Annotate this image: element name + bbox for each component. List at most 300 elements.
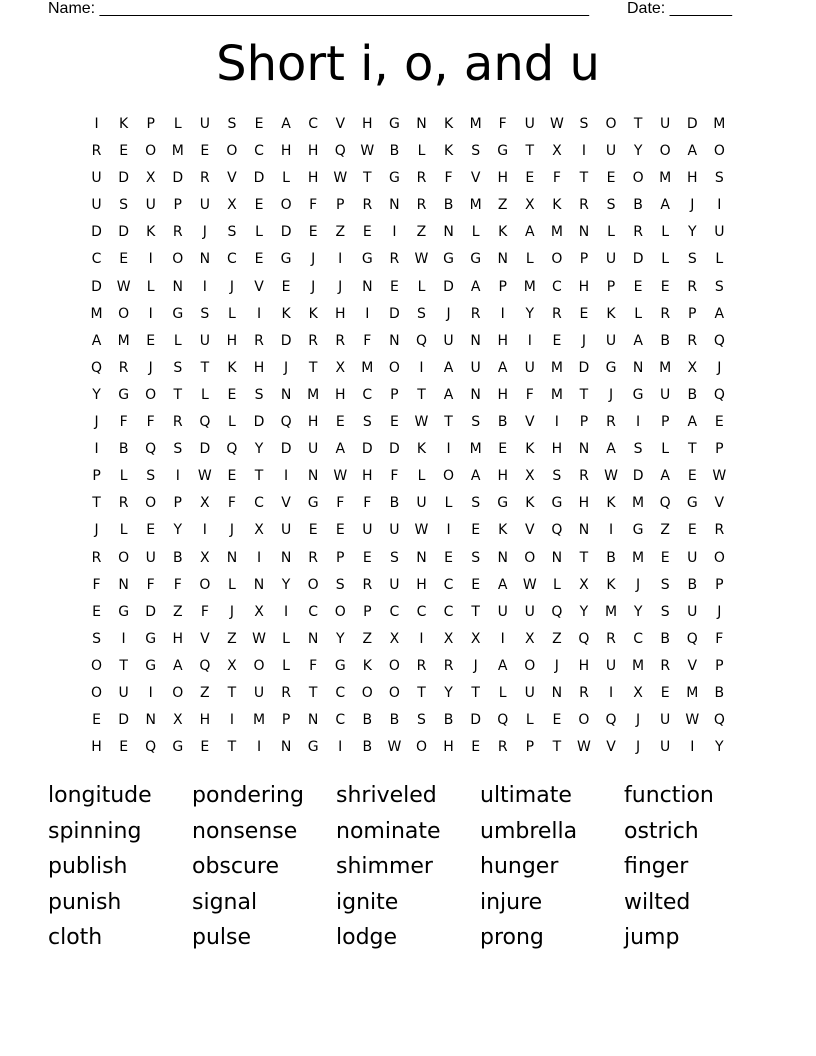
grid-letter[interactable]: T: [200, 359, 210, 376]
grid-letter[interactable]: G: [172, 305, 184, 322]
grid-letter[interactable]: A: [172, 657, 183, 674]
grid-letter[interactable]: S: [254, 386, 264, 403]
grid-letter[interactable]: R: [552, 305, 562, 322]
grid-letter[interactable]: C: [254, 143, 264, 160]
grid-letter[interactable]: U: [687, 603, 698, 620]
grid-letter[interactable]: U: [199, 332, 210, 349]
grid-letter[interactable]: U: [199, 197, 210, 214]
grid-letter[interactable]: S: [552, 468, 562, 485]
grid-letter[interactable]: E: [92, 712, 101, 729]
grid-letter[interactable]: S: [660, 603, 670, 620]
grid-letter[interactable]: N: [307, 630, 319, 647]
grid-letter[interactable]: L: [119, 468, 128, 485]
grid-letter[interactable]: G: [632, 386, 644, 403]
grid-letter[interactable]: Y: [92, 386, 101, 403]
grid-letter[interactable]: K: [362, 657, 372, 674]
grid-letter[interactable]: E: [146, 332, 156, 349]
grid-letter[interactable]: D: [632, 251, 644, 268]
grid-letter[interactable]: S: [687, 251, 697, 268]
grid-letter[interactable]: S: [471, 549, 481, 566]
grid-letter[interactable]: R: [91, 549, 102, 566]
grid-letter[interactable]: D: [118, 224, 129, 241]
grid-letter[interactable]: A: [660, 468, 670, 485]
grid-letter[interactable]: A: [497, 576, 508, 593]
grid-letter[interactable]: G: [632, 522, 644, 539]
grid-letter[interactable]: Z: [552, 630, 562, 647]
grid-letter[interactable]: R: [389, 251, 400, 268]
grid-letter[interactable]: W: [522, 576, 537, 593]
grid-letter[interactable]: A: [470, 278, 481, 295]
grid-letter[interactable]: R: [308, 332, 319, 349]
grid-letter[interactable]: O: [388, 684, 400, 701]
grid-letter[interactable]: K: [525, 441, 535, 458]
grid-letter[interactable]: Z: [497, 197, 508, 214]
grid-letter[interactable]: M: [632, 495, 645, 512]
grid-letter[interactable]: M: [90, 305, 103, 322]
grid-letter[interactable]: W: [414, 414, 429, 431]
grid-letter[interactable]: R: [199, 170, 210, 187]
grid-letter[interactable]: J: [229, 278, 234, 295]
grid-letter[interactable]: O: [415, 739, 427, 756]
grid-letter[interactable]: E: [335, 414, 345, 431]
grid-letter[interactable]: T: [579, 386, 589, 403]
grid-letter[interactable]: B: [660, 332, 670, 349]
grid-letter[interactable]: Q: [605, 712, 617, 729]
grid-letter[interactable]: E: [687, 522, 697, 539]
grid-letter[interactable]: G: [118, 603, 130, 620]
grid-letter[interactable]: T: [92, 495, 101, 512]
grid-letter[interactable]: E: [498, 441, 508, 458]
grid-letter[interactable]: I: [446, 441, 451, 458]
grid-letter[interactable]: T: [308, 684, 318, 701]
grid-letter[interactable]: B: [443, 197, 454, 214]
grid-letter[interactable]: O: [199, 576, 211, 593]
grid-letter[interactable]: R: [118, 495, 129, 512]
grid-letter[interactable]: O: [551, 251, 563, 268]
grid-letter[interactable]: Q: [226, 441, 238, 458]
grid-letter[interactable]: O: [226, 143, 238, 160]
grid-letter[interactable]: W: [712, 468, 727, 485]
grid-letter[interactable]: V: [335, 116, 346, 132]
grid-letter[interactable]: E: [389, 414, 399, 431]
grid-letter[interactable]: X: [227, 657, 237, 674]
grid-letter[interactable]: W: [333, 170, 348, 187]
grid-letter[interactable]: I: [148, 684, 153, 701]
grid-letter[interactable]: T: [417, 684, 426, 701]
grid-letter[interactable]: K: [119, 116, 129, 132]
grid-letter[interactable]: M: [632, 657, 645, 674]
grid-letter[interactable]: M: [117, 332, 130, 349]
grid-letter[interactable]: S: [417, 305, 426, 322]
grid-letter[interactable]: O: [172, 251, 184, 268]
grid-letter[interactable]: I: [175, 468, 180, 485]
grid-letter[interactable]: D: [389, 441, 400, 458]
grid-letter[interactable]: N: [253, 576, 265, 593]
grid-letter[interactable]: G: [605, 359, 617, 376]
grid-letter[interactable]: E: [552, 332, 562, 349]
grid-letter[interactable]: N: [551, 549, 563, 566]
grid-letter[interactable]: I: [256, 305, 262, 322]
grid-letter[interactable]: O: [524, 549, 536, 566]
grid-letter[interactable]: Q: [280, 414, 292, 431]
grid-letter[interactable]: I: [202, 522, 207, 539]
grid-letter[interactable]: O: [145, 386, 157, 403]
grid-letter[interactable]: U: [145, 197, 156, 214]
grid-letter[interactable]: A: [525, 224, 535, 241]
grid-letter[interactable]: G: [551, 495, 563, 512]
grid-letter[interactable]: G: [470, 251, 482, 268]
grid-letter[interactable]: D: [91, 224, 102, 241]
grid-letter[interactable]: T: [173, 386, 183, 403]
grid-letter[interactable]: J: [717, 359, 722, 376]
grid-letter[interactable]: V: [227, 170, 237, 187]
grid-letter[interactable]: R: [497, 739, 508, 756]
grid-letter[interactable]: Q: [91, 359, 103, 376]
grid-letter[interactable]: H: [307, 414, 319, 431]
grid-letter[interactable]: H: [686, 170, 698, 187]
grid-letter[interactable]: I: [202, 278, 207, 295]
grid-letter[interactable]: L: [417, 278, 426, 295]
grid-letter[interactable]: P: [579, 414, 589, 431]
grid-letter[interactable]: U: [660, 386, 671, 403]
grid-letter[interactable]: D: [632, 468, 644, 485]
grid-letter[interactable]: F: [92, 576, 101, 593]
grid-letter[interactable]: J: [636, 712, 641, 729]
grid-letter[interactable]: P: [498, 278, 507, 295]
grid-letter[interactable]: F: [552, 170, 561, 187]
grid-letter[interactable]: Q: [713, 712, 725, 729]
grid-letter[interactable]: B: [497, 414, 508, 431]
grid-letter[interactable]: R: [579, 468, 589, 485]
grid-letter[interactable]: H: [443, 739, 454, 756]
grid-letter[interactable]: S: [146, 468, 156, 485]
grid-letter[interactable]: S: [660, 576, 670, 593]
grid-letter[interactable]: R: [172, 224, 183, 241]
grid-letter[interactable]: J: [636, 576, 641, 593]
grid-letter[interactable]: W: [252, 630, 266, 647]
grid-letter[interactable]: O: [605, 116, 617, 132]
grid-letter[interactable]: T: [363, 170, 372, 187]
grid-letter[interactable]: E: [200, 739, 210, 756]
grid-letter[interactable]: S: [227, 116, 237, 132]
grid-letter[interactable]: O: [713, 549, 725, 566]
grid-letter[interactable]: Y: [281, 576, 291, 593]
grid-letter[interactable]: A: [443, 359, 454, 376]
grid-letter[interactable]: O: [334, 603, 346, 620]
grid-letter[interactable]: H: [497, 468, 508, 485]
grid-letter[interactable]: T: [227, 684, 237, 701]
grid-letter[interactable]: Q: [578, 630, 590, 647]
grid-letter[interactable]: T: [552, 739, 562, 756]
grid-letter[interactable]: L: [228, 576, 236, 593]
grid-letter[interactable]: M: [686, 684, 699, 701]
grid-letter[interactable]: L: [444, 495, 453, 512]
grid-letter[interactable]: O: [713, 143, 725, 160]
grid-letter[interactable]: Z: [416, 224, 427, 241]
grid-letter[interactable]: G: [686, 495, 698, 512]
grid-letter[interactable]: R: [687, 332, 698, 349]
grid-letter[interactable]: X: [200, 495, 210, 512]
grid-letter[interactable]: E: [579, 305, 589, 322]
grid-letter[interactable]: G: [388, 116, 400, 132]
grid-letter[interactable]: E: [606, 170, 616, 187]
grid-letter[interactable]: R: [606, 414, 616, 431]
grid-letter[interactable]: I: [500, 630, 505, 647]
grid-letter[interactable]: X: [633, 684, 643, 701]
grid-letter[interactable]: U: [253, 684, 265, 701]
grid-letter[interactable]: Q: [145, 441, 157, 458]
grid-letter[interactable]: C: [308, 116, 319, 132]
grid-letter[interactable]: H: [416, 576, 427, 593]
grid-letter[interactable]: T: [254, 468, 264, 485]
grid-letter[interactable]: W: [197, 468, 212, 485]
grid-letter[interactable]: S: [714, 278, 724, 295]
grid-letter[interactable]: E: [227, 468, 237, 485]
grid-letter[interactable]: S: [606, 197, 616, 214]
grid-letter[interactable]: R: [714, 522, 725, 539]
grid-letter[interactable]: A: [335, 441, 346, 458]
grid-letter[interactable]: U: [91, 170, 102, 187]
grid-letter[interactable]: H: [551, 441, 563, 458]
grid-letter[interactable]: F: [363, 495, 372, 512]
grid-letter[interactable]: R: [416, 657, 427, 674]
grid-letter[interactable]: D: [470, 712, 482, 729]
grid-letter[interactable]: I: [419, 630, 424, 647]
grid-letter[interactable]: I: [338, 739, 343, 756]
grid-letter[interactable]: J: [473, 657, 478, 674]
grid-letter[interactable]: L: [661, 251, 670, 268]
grid-letter[interactable]: S: [471, 143, 481, 160]
grid-letter[interactable]: Q: [415, 332, 427, 349]
grid-letter[interactable]: M: [523, 278, 536, 295]
grid-letter[interactable]: T: [579, 549, 589, 566]
grid-letter[interactable]: M: [604, 603, 618, 620]
grid-letter[interactable]: F: [227, 495, 236, 512]
grid-letter[interactable]: A: [714, 305, 725, 322]
grid-letter[interactable]: U: [199, 116, 210, 132]
grid-letter[interactable]: L: [200, 386, 209, 403]
grid-letter[interactable]: H: [362, 116, 373, 132]
grid-letter[interactable]: N: [362, 278, 373, 295]
grid-letter[interactable]: P: [715, 657, 724, 674]
grid-letter[interactable]: B: [389, 143, 400, 160]
grid-letter[interactable]: V: [714, 495, 725, 512]
grid-letter[interactable]: U: [714, 224, 725, 241]
grid-letter[interactable]: I: [608, 684, 614, 701]
grid-letter[interactable]: M: [469, 116, 482, 132]
grid-letter[interactable]: X: [524, 468, 535, 485]
grid-letter[interactable]: U: [524, 684, 535, 701]
grid-letter[interactable]: J: [202, 224, 207, 241]
grid-letter[interactable]: O: [361, 684, 373, 701]
grid-letter[interactable]: L: [417, 143, 426, 160]
grid-letter[interactable]: I: [256, 549, 262, 566]
grid-letter[interactable]: B: [172, 549, 183, 566]
grid-letter[interactable]: E: [389, 278, 399, 295]
grid-letter[interactable]: Q: [334, 143, 346, 160]
grid-letter[interactable]: N: [497, 251, 508, 268]
grid-letter[interactable]: R: [660, 305, 671, 322]
grid-letter[interactable]: W: [116, 278, 131, 295]
grid-letter[interactable]: R: [660, 657, 671, 674]
grid-letter[interactable]: D: [280, 332, 292, 349]
grid-letter[interactable]: M: [550, 359, 563, 376]
grid-letter[interactable]: K: [416, 441, 427, 458]
grid-letter[interactable]: M: [632, 549, 645, 566]
grid-letter[interactable]: H: [307, 170, 319, 187]
grid-letter[interactable]: B: [660, 630, 670, 647]
grid-letter[interactable]: H: [578, 278, 590, 295]
grid-letter[interactable]: O: [280, 197, 292, 214]
grid-letter[interactable]: E: [308, 522, 318, 539]
grid-letter[interactable]: L: [525, 251, 534, 268]
grid-letter[interactable]: D: [172, 170, 184, 187]
grid-letter[interactable]: T: [471, 684, 480, 701]
grid-letter[interactable]: W: [604, 468, 618, 485]
grid-letter[interactable]: L: [282, 630, 290, 647]
grid-letter[interactable]: I: [256, 739, 262, 756]
grid-letter[interactable]: Q: [551, 522, 563, 539]
grid-letter[interactable]: U: [389, 522, 400, 539]
grid-letter[interactable]: L: [417, 468, 426, 485]
grid-letter[interactable]: Y: [335, 630, 345, 647]
grid-letter[interactable]: J: [94, 522, 99, 539]
grid-letter[interactable]: L: [173, 116, 182, 132]
grid-letter[interactable]: C: [443, 576, 454, 593]
grid-letter[interactable]: Y: [173, 522, 183, 539]
grid-letter[interactable]: X: [552, 143, 562, 160]
grid-letter[interactable]: S: [335, 576, 345, 593]
grid-letter[interactable]: U: [524, 116, 535, 132]
grid-letter[interactable]: C: [91, 251, 102, 268]
grid-letter[interactable]: P: [715, 576, 724, 593]
grid-letter[interactable]: R: [443, 657, 454, 674]
grid-letter[interactable]: P: [579, 251, 589, 268]
grid-letter[interactable]: K: [525, 495, 535, 512]
grid-letter[interactable]: U: [605, 251, 617, 268]
grid-letter[interactable]: A: [633, 332, 643, 349]
grid-letter[interactable]: H: [497, 170, 508, 187]
grid-letter[interactable]: R: [281, 684, 291, 701]
grid-letter[interactable]: T: [633, 116, 643, 132]
grid-letter[interactable]: G: [172, 739, 184, 756]
grid-letter[interactable]: U: [660, 739, 671, 756]
grid-letter[interactable]: F: [146, 414, 155, 431]
grid-letter[interactable]: Y: [525, 305, 535, 322]
grid-letter[interactable]: T: [525, 143, 535, 160]
grid-letter[interactable]: H: [497, 386, 508, 403]
grid-letter[interactable]: F: [715, 630, 724, 647]
grid-letter[interactable]: U: [443, 332, 454, 349]
grid-letter[interactable]: O: [524, 657, 536, 674]
grid-letter[interactable]: J: [229, 522, 234, 539]
grid-letter[interactable]: S: [119, 197, 129, 214]
grid-letter[interactable]: K: [227, 359, 237, 376]
grid-letter[interactable]: O: [307, 576, 319, 593]
grid-letter[interactable]: X: [227, 197, 237, 214]
grid-letter[interactable]: Y: [254, 441, 264, 458]
grid-letter[interactable]: E: [200, 143, 210, 160]
grid-letter[interactable]: E: [471, 576, 481, 593]
grid-letter[interactable]: D: [280, 441, 292, 458]
grid-letter[interactable]: I: [284, 603, 289, 620]
grid-letter[interactable]: B: [118, 441, 129, 458]
grid-letter[interactable]: S: [633, 441, 643, 458]
grid-letter[interactable]: U: [145, 549, 156, 566]
grid-letter[interactable]: Q: [713, 386, 725, 403]
grid-letter[interactable]: J: [446, 305, 451, 322]
grid-letter[interactable]: E: [660, 684, 670, 701]
grid-letter[interactable]: K: [552, 197, 562, 214]
grid-letter[interactable]: J: [608, 386, 614, 403]
grid-letter[interactable]: P: [688, 305, 697, 322]
grid-letter[interactable]: K: [498, 522, 508, 539]
grid-letter[interactable]: L: [173, 332, 182, 349]
grid-letter[interactable]: H: [253, 359, 265, 376]
grid-letter[interactable]: M: [171, 143, 184, 160]
grid-letter[interactable]: Q: [659, 495, 671, 512]
grid-letter[interactable]: I: [419, 359, 424, 376]
grid-letter[interactable]: Q: [686, 630, 698, 647]
grid-letter[interactable]: N: [280, 386, 292, 403]
grid-letter[interactable]: V: [525, 522, 535, 539]
grid-letter[interactable]: L: [282, 170, 290, 187]
grid-letter[interactable]: H: [280, 143, 292, 160]
grid-letter[interactable]: I: [392, 224, 397, 241]
grid-letter[interactable]: N: [578, 224, 590, 241]
grid-letter[interactable]: E: [362, 549, 372, 566]
grid-letter[interactable]: X: [389, 630, 400, 647]
grid-letter[interactable]: M: [550, 224, 563, 241]
grid-letter[interactable]: H: [578, 495, 590, 512]
grid-letter[interactable]: J: [311, 251, 316, 268]
grid-letter[interactable]: L: [228, 305, 236, 322]
grid-letter[interactable]: L: [715, 251, 724, 268]
grid-letter[interactable]: S: [714, 170, 724, 187]
grid-letter[interactable]: S: [200, 305, 210, 322]
grid-letter[interactable]: L: [228, 414, 236, 431]
grid-letter[interactable]: F: [309, 197, 318, 214]
grid-letter[interactable]: I: [338, 251, 343, 268]
grid-letter[interactable]: I: [229, 712, 234, 729]
grid-letter[interactable]: N: [172, 278, 184, 295]
grid-letter[interactable]: I: [121, 630, 126, 647]
grid-letter[interactable]: T: [444, 414, 453, 431]
grid-letter[interactable]: Y: [633, 143, 643, 160]
grid-letter[interactable]: E: [471, 739, 481, 756]
grid-letter[interactable]: N: [199, 251, 211, 268]
grid-letter[interactable]: C: [308, 603, 319, 620]
grid-letter[interactable]: E: [227, 386, 237, 403]
grid-letter[interactable]: R: [416, 197, 427, 214]
grid-letter[interactable]: N: [307, 712, 319, 729]
grid-letter[interactable]: I: [690, 739, 695, 756]
grid-letter[interactable]: F: [363, 332, 372, 349]
grid-letter[interactable]: U: [308, 441, 319, 458]
grid-letter[interactable]: E: [714, 414, 724, 431]
grid-letter[interactable]: Z: [227, 630, 237, 647]
grid-letter[interactable]: F: [498, 116, 507, 132]
grid-letter[interactable]: O: [388, 657, 400, 674]
grid-letter[interactable]: W: [414, 522, 429, 539]
grid-letter[interactable]: D: [199, 441, 211, 458]
grid-letter[interactable]: F: [336, 495, 345, 512]
grid-letter[interactable]: P: [336, 197, 345, 214]
grid-letter[interactable]: L: [471, 224, 480, 241]
grid-letter[interactable]: N: [416, 549, 427, 566]
grid-letter[interactable]: A: [91, 332, 102, 349]
grid-letter[interactable]: K: [606, 495, 616, 512]
